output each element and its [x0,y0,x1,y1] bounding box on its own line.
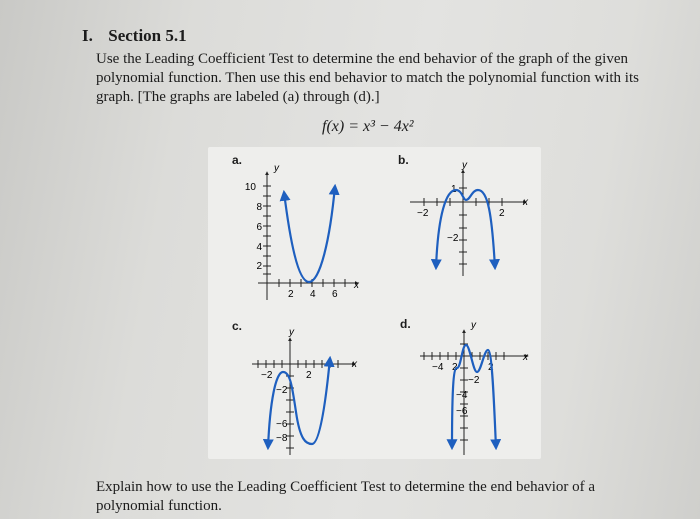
graph-a-y-tick: 2 [256,261,262,272]
graph-d-x-label: x [523,352,528,363]
graph-a-y-tick: 4 [256,242,262,253]
section-number: I. [82,26,93,45]
graph-a-x-tick: 2 [288,289,294,300]
graph-b-y-tick: 1 [451,184,457,195]
graph-a-curve [284,186,335,282]
graph-c-x-label: x [352,359,357,370]
graph-c-y-tick: −8 [276,433,288,444]
graph-d-x-tick: −4 [432,362,444,373]
section-title: Section 5.1 [108,26,187,45]
graph-c-y-label: y [289,327,294,338]
graph-b-x-tick: −2 [417,208,429,219]
graph-d-y-label: y [471,320,476,331]
graph-c-y-tick: −2 [276,385,288,396]
graph-a-x-tick: 4 [310,289,316,300]
graph-d-y-tick: −2 [468,375,480,386]
graph-c [252,327,358,455]
graph-a-y-tick: 10 [244,182,256,193]
graph-c-label: c. [232,319,243,333]
graph-b-y-label: y [462,160,467,171]
question-text: Use the Leading Coefficient Test to determine the end behavior of the graph of the given polynomial function. Then use this end behavior to match the polynomial function with its graph. [The graphs are labeled (a) through (d).] [96,51,639,105]
function-formula: f(x) = x³ − 4x² [322,118,414,135]
graph-a [245,163,360,300]
graph-a-y-tick: 6 [256,222,262,233]
graph-b-x-tick: 2 [499,208,505,219]
graph-b-y-tick: −2 [447,233,459,244]
graph-d-label: d. [400,317,411,331]
graph-a-x-tick: 6 [332,289,338,300]
graph-d-y-tick: −4 [456,390,468,401]
graph-a-y-tick: 8 [256,202,262,213]
graph-a-y-label: y [274,163,279,174]
graph-b-x-label: x [523,197,528,208]
graph-b [410,160,529,276]
graph-d-y-tick: −6 [456,406,468,417]
graph-a-label: a. [232,153,243,167]
graph-d-x-tick: 2 [488,362,494,373]
graph-a-x-label: x [354,280,359,291]
explain-question: Explain how to use the Leading Coefficient Test to determine the end behavior of a polynomial function. [96,479,596,514]
graph-d [420,320,529,455]
graph-d-x-tick: 2 [452,362,458,373]
graph-b-label: b. [398,153,409,167]
graph-c-y-tick: −6 [276,419,288,430]
graph-c-x-tick: −2 [261,370,273,381]
graph-c-x-tick: 2 [306,370,312,381]
